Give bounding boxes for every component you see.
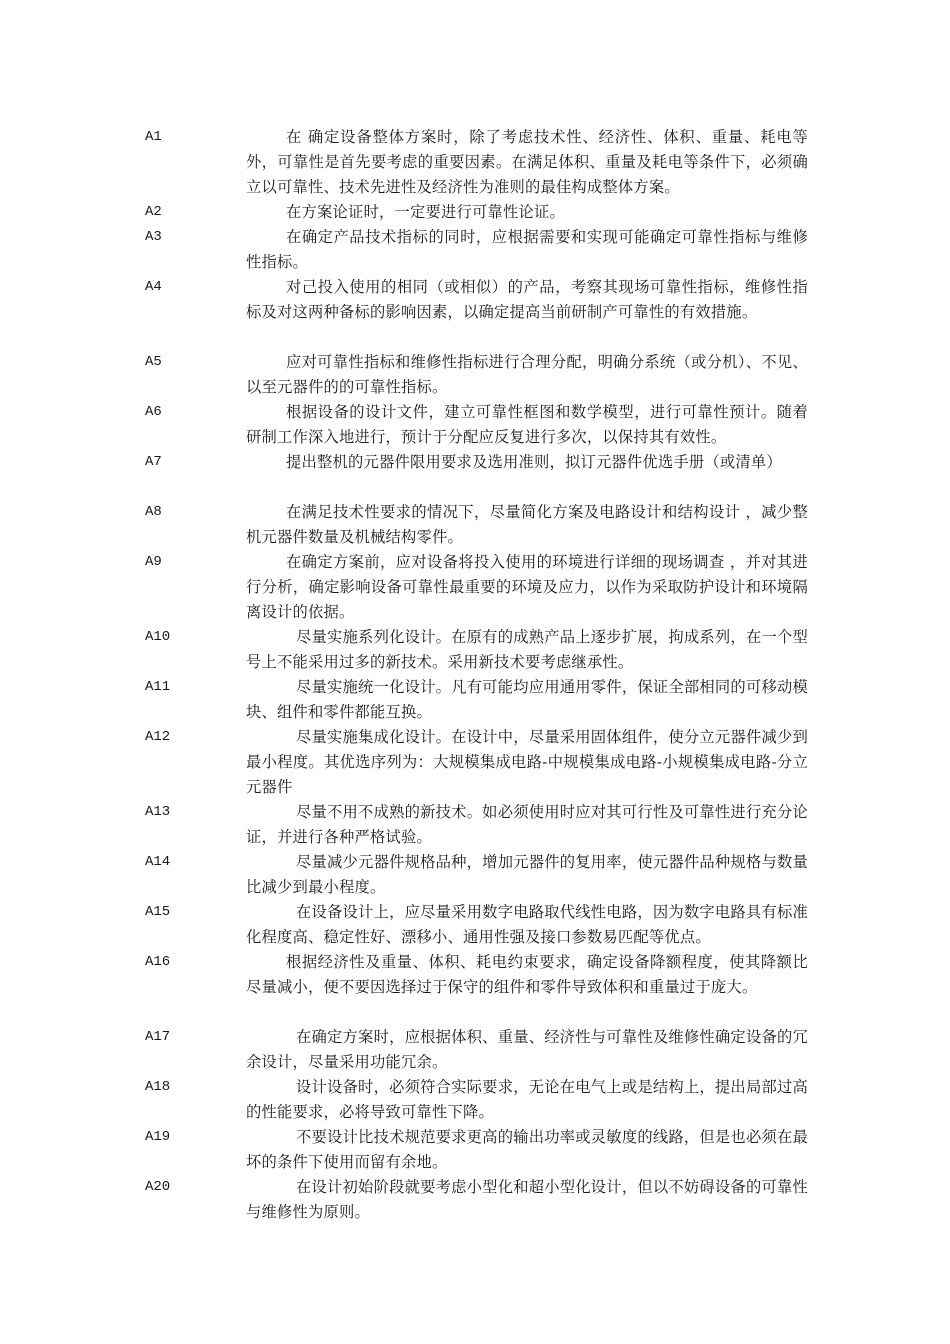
item-text: 尽量实施集成化设计。在设计中，尽量采用固体组件，使分立元器件减少到最小程度。其优选序列为：大规模集成电路-中规模集成电路-小规模集成电路-分立元器件 [246,728,808,796]
item-label: A2 [145,204,162,220]
item-label: A7 [145,454,162,470]
item-text: 尽量实施统一化设计。凡有可能均应用通用零件，保证全部相同的可移动模块、组件和零件都能互换。 [246,678,808,721]
item-label: A19 [145,1129,171,1145]
item-text: 在确定产品技术指标的同时，应根据需要和实现可能确定可靠性指标与维修性指标。 [246,228,808,271]
item-label: A20 [145,1179,171,1195]
item-label: A11 [145,679,171,695]
item-text: 根据设备的设计文件，建立可靠性框图和数学模型，进行可靠性预计。随着研制工作深入地进行，预计于分配应反复进行多次，以保持其有效性。 [246,403,808,446]
item-label: A17 [145,1029,171,1045]
item-text: 应对可靠性指标和维修性指标进行合理分配，明确分系统（或分机）、不见、以至元器件的的可靠性指标。 [246,353,808,396]
item-text: 尽量不用不成熟的新技术。如必须使用时应对其可行性及可靠性进行充分论证，并进行各种严格试验。 [246,803,808,846]
item-text: 在确定方案前，应对设备将投入使用的环境进行详细的现场调查 ，并对其进行分析，确定影响设备可靠性最重要的环境及应力，以作为采取防护设计和环境隔离设计的依据。 [246,553,808,621]
item-label: A5 [145,354,162,370]
item-text: 根据经济性及重量、体积、耗电约束要求，确定设备降额程度，使其降额比尽量减小，便不要因选择过于保守的组件和零件导致体积和重量过于庞大。 [246,953,808,996]
item-label: A15 [145,904,171,920]
item-text: 在设备设计上，应尽量采用数字电路取代线性电路，因为数字电路具有标准化程度高、稳定性好、漂移小、通用性强及接口参数易匹配等优点。 [246,903,808,946]
item-label: A16 [145,954,171,970]
item-text: 不要设计比技术规范要求更高的输出功率或灵敏度的线路，但是也必须在最坏的条件下使用而留有余地。 [246,1128,808,1171]
item-label: A12 [145,729,171,745]
item-text: 在 确定设备整体方案时，除了考虑技术性、经济性、体积、重量、耗电等外，可靠性是首先要考虑的重要因素。在满足体积、重量及耗电等条件下，必须确立以可靠性、技术先进性及经济性为准则的最佳构成整体方案。 [246,128,808,196]
item-label: A4 [145,279,162,295]
item-label: A13 [145,804,171,820]
item-label: A3 [145,229,162,245]
item-text: 尽量减少元器件规格品种，增加元器件的复用率，使元器件品种规格与数量比减少到最小程度。 [246,853,808,896]
item-text: 在方案论证时，一定要进行可靠性论证。 [286,203,565,221]
item-label: A14 [145,854,171,870]
item-text: 提出整机的元器件限用要求及选用准则，拟订元器件优选手册（或清单） [286,453,782,471]
item-text: 在设计初始阶段就要考虑小型化和超小型化设计，但以不妨碍设备的可靠性与维修性为原则。 [246,1178,808,1221]
item-text: 对己投入使用的相同（或相似）的产品，考察其现场可靠性指标，维修性指标及对这两种备标的影响因素，以确定提高当前研制产可靠性的有效措施。 [246,278,808,321]
item-label: A10 [145,629,171,645]
item-text: 在确定方案时，应根据体积、重量、经济性与可靠性及维修性确定设备的冗余设计，尽量采用功能冗余。 [246,1028,808,1071]
item-text: 设计设备时，必须符合实际要求，无论在电气上或是结构上，提出局部过高的性能要求，必将导致可靠性下降。 [246,1078,808,1121]
item-text: 尽量实施系列化设计。在原有的成熟产品上逐步扩展，拘成系列，在一个型号上不能采用过多的新技术。采用新技术要考虑继承性。 [246,628,808,671]
item-label: A8 [145,504,162,520]
item-label: A6 [145,404,162,420]
item-text: 在满足技术性要求的情况下，尽量简化方案及电路设计和结构设计 ，减少整机元器件数量及机械结构零件。 [246,503,808,546]
item-label: A18 [145,1079,171,1095]
item-label: A9 [145,554,162,570]
item-label: A1 [145,129,162,145]
